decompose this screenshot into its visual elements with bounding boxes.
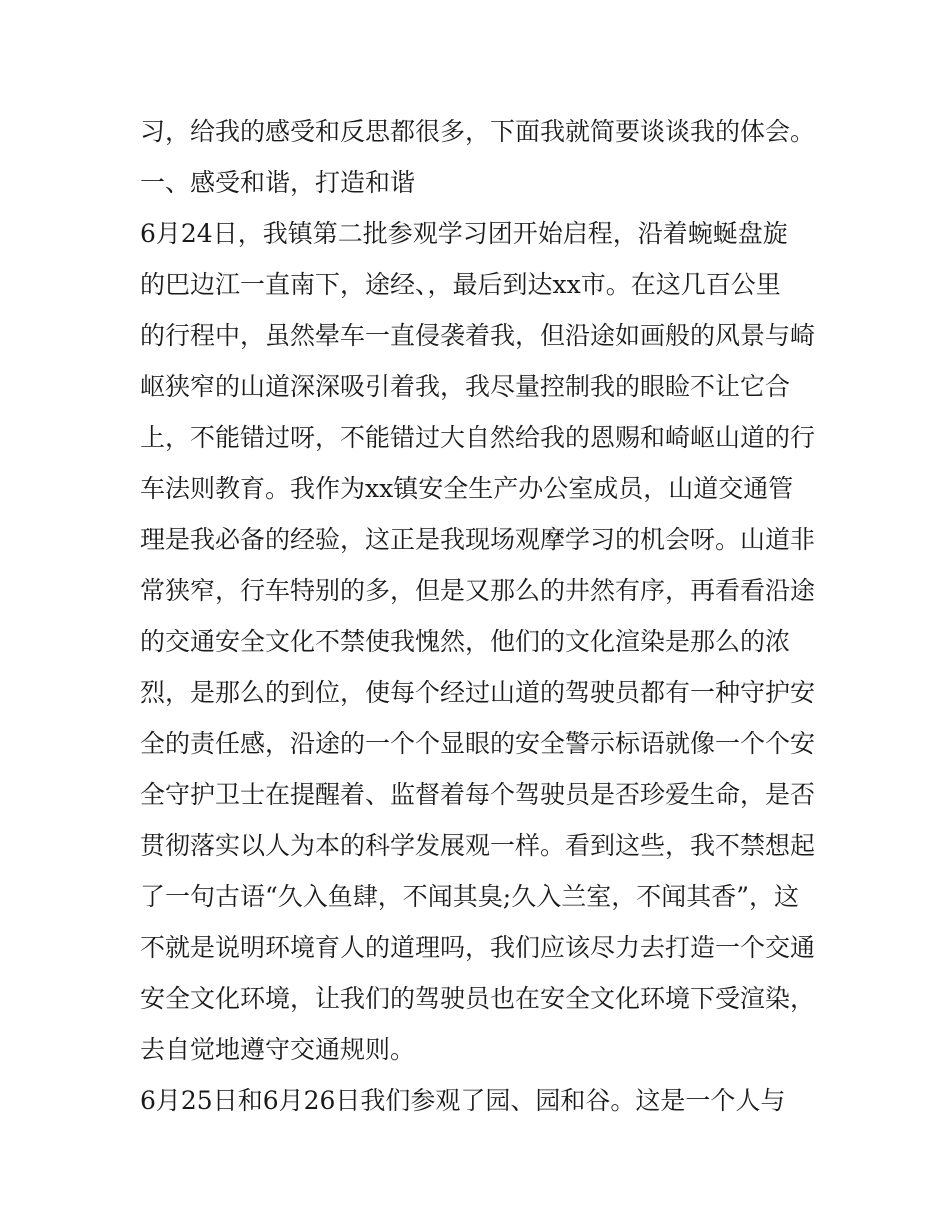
text-line: 6月25日和6月26日我们参观了园、园和谷。这是一个人与 (140, 1086, 786, 1115)
text-line: 常狭窄，行车特别的多，但是又那么的井然有序，再看看沿途 (140, 576, 816, 605)
text-line: 了一句古语“久入鱼肆，不闻其臭;久入兰室，不闻其香”，这 (140, 882, 799, 911)
text-line: 岖狭窄的山道深深吸引着我，我尽量控制我的眼睑不让它合 (140, 372, 791, 401)
text-line: 上，不能错过呀，不能错过大自然给我的恩赐和崎岖山道的行 (140, 423, 816, 452)
text-line: 全守护卫士在提醒着、监督着每个驾驶员是否珍爱生命，是否 (140, 780, 816, 809)
text-line: 贯彻落实以人为本的科学发展观一样。看到这些，我不禁想起 (140, 831, 816, 860)
text-line: 的巴边江一直南下，途经、，最后到达xx市。在这几百公里 (140, 270, 781, 299)
text-line: 去自觉地遵守交通规则。 (140, 1035, 416, 1064)
body-text (140, 106, 820, 1126)
text-line: 烈，是那么的到位，使每个经过山道的驾驶员都有一种守护安 (140, 678, 816, 707)
text-line: 安全文化环境，让我们的驾驶员也在安全文化环境下受渲染， (140, 984, 816, 1013)
text-line: 全的责任感，沿途的一个个显眼的安全警示标语就像一个个安 (140, 729, 816, 758)
text-line: 理是我必备的经验，这正是我现场观摩学习的机会呀。山道非 (140, 525, 816, 554)
text-line: 的交通安全文化不禁使我愧然，他们的文化渲染是那么的浓 (140, 627, 791, 656)
text-line: 6月24日，我镇第二批参观学习团开始启程，沿着蜿蜒盘旋 (140, 219, 788, 248)
section-heading: 一、感受和谐，打造和谐 (140, 168, 416, 197)
text-line: 不就是说明环境育人的道理吗，我们应该尽力去打造一个交通 (140, 933, 816, 962)
text-line: 的行程中，虽然晕车一直侵袭着我，但沿途如画般的风景与崎 (140, 321, 816, 350)
text-line: 习，给我的感受和反思都很多，下面我就简要谈谈我的体会。 (140, 117, 816, 146)
text-line: 车法则教育。我作为xx镇安全生产办公室成员，山道交通管 (140, 474, 794, 503)
